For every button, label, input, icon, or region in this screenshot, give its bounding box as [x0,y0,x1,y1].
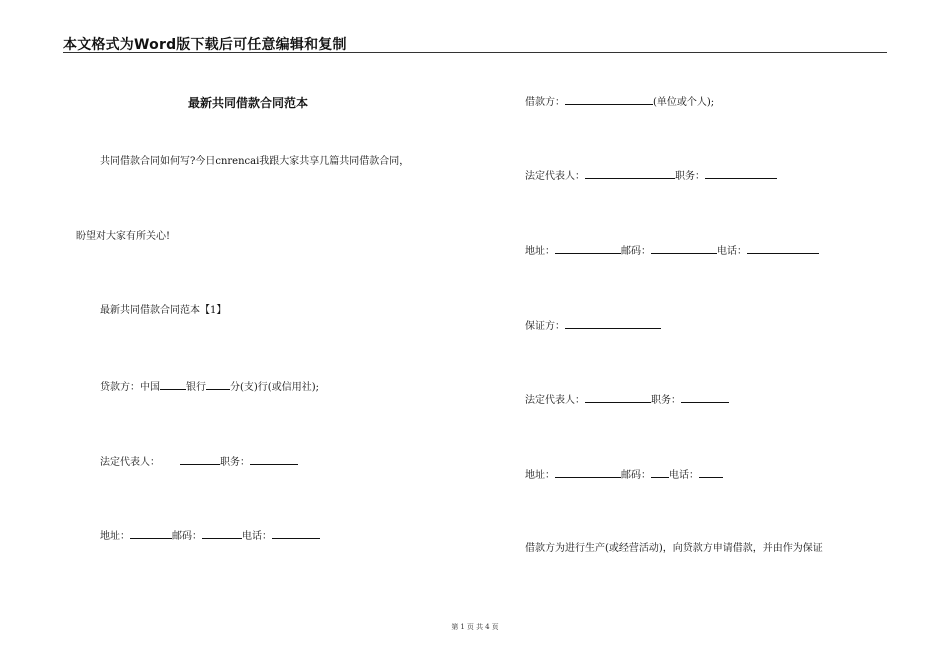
borrower-rep-line [525,168,777,184]
guarantor-address-line [525,467,723,483]
phone-blank [272,528,320,539]
footer-total-pages: 4 [485,623,490,631]
guarantor-rep-line [525,392,729,408]
branch-name-blank [206,379,230,390]
address-blank [555,467,621,478]
lender-label: 贷款方：中国 [100,382,160,393]
footer-suffix: 页 [491,623,499,631]
postcode-blank [651,243,717,254]
postcode-blank [202,528,242,539]
borrower-address-line [525,243,819,259]
lender-rep-line [100,454,298,470]
guarantor-blank [565,318,661,329]
rep-label: 法定代表人： [100,457,160,468]
borrower-label: 借款方： [525,97,565,108]
guarantor-label: 保证方： [525,321,565,332]
duty-label: 职务： [220,457,250,468]
rep-label: 法定代表人： [525,171,585,182]
rep-name-blank [180,454,220,465]
address-blank [555,243,621,254]
borrower-line [525,94,714,110]
rep-name-blank [585,392,651,403]
footer-page-number: 1 [460,623,465,631]
postcode-label: 邮码： [172,531,202,542]
branch-label: 分(支)行(或信用社); [230,382,319,393]
bank-label: 银行 [186,382,206,393]
address-label: 地址： [100,531,130,542]
borrower-blank [565,94,653,105]
phone-blank [699,467,723,478]
address-label: 地址： [525,246,555,257]
duty-blank [705,168,777,179]
document-header-title: 本文格式为Word版下载后可任意编辑和复制 [63,37,347,53]
bank-name-blank [160,379,186,390]
phone-blank [747,243,819,254]
duty-blank [250,454,298,465]
rep-name-blank [585,168,675,179]
page-footer [0,622,950,632]
intro-paragraph-line-2: 盼望对大家有所关心! [76,231,171,242]
footer-prefix: 第 [451,623,459,631]
guarantor-line [525,318,661,334]
phone-label: 电话： [242,531,272,542]
intro-paragraph-line-1: 共同借款合同如何写?今日cnrencai我跟大家共享几篇共同借款合同， [100,156,410,167]
phone-label: 电话： [669,470,699,481]
duty-label: 职务： [675,171,705,182]
borrower-note: (单位或个人); [653,97,715,108]
phone-label: 电话： [717,246,747,257]
postcode-label: 邮码： [621,470,651,481]
rep-label: 法定代表人： [525,395,585,406]
postcode-label: 邮码： [621,246,651,257]
lender-address-line [100,528,320,544]
header-divider [63,52,887,53]
address-blank [130,528,172,539]
duty-label: 职务： [651,395,681,406]
postcode-blank [651,467,669,478]
lender-line [100,379,319,395]
page-title: 最新共同借款合同范本 [188,96,309,110]
footer-mid: 页 共 [466,623,484,631]
loan-purpose-paragraph: 借款方为进行生产(或经营活动)，向贷款方申请借款，并由作为保证 [525,543,823,554]
section-heading: 最新共同借款合同范本【1】 [100,305,227,316]
address-label: 地址： [525,470,555,481]
duty-blank [681,392,729,403]
